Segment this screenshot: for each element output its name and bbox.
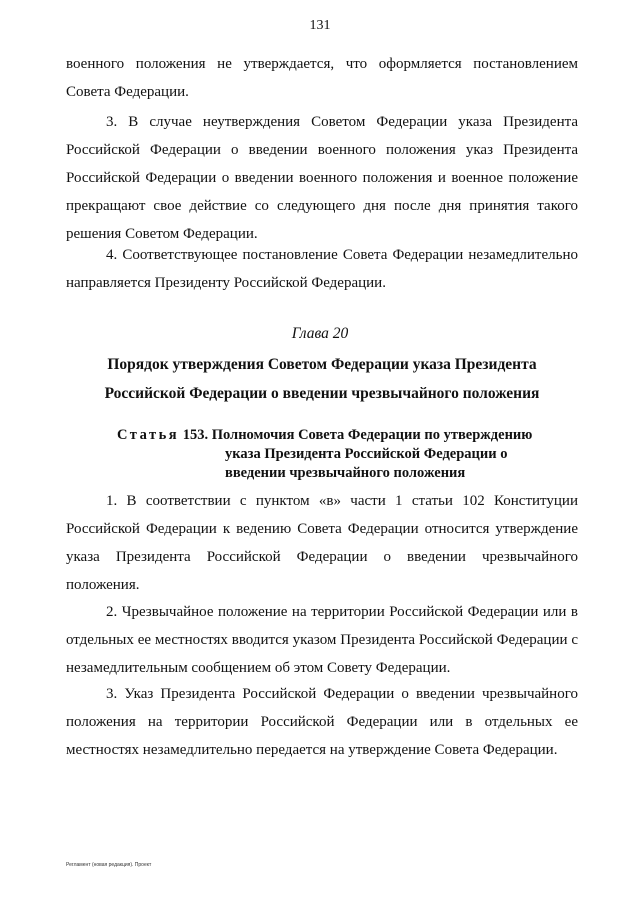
chapter-label: Глава 20 (291, 325, 349, 342)
article-heading-line-1 (117, 426, 587, 445)
article-heading (117, 426, 587, 483)
article-heading-line-2: указа Президента Российской Федерации о (225, 446, 508, 462)
paragraph-top-4: 4. Соответствующее постановление Совета Федерации незамедлительно направляется Президенту Российской Федерации. (66, 247, 578, 291)
chapter-title (66, 350, 578, 408)
article-heading-line-3: введении чрезвычайного положения (225, 465, 466, 481)
paragraph-bottom-2: 2. Чрезвычайное положение на территории Российской Федерации или в отдельных ее местностях вводится указом Президента Российской Федерации с незамедлительным сообщением об этом Совету Федерации. (66, 604, 578, 676)
page-number: 131 (309, 18, 331, 33)
intro-paragraph: военного положения не утверждается, что оформляется постановлением Совета Федерации. (66, 56, 578, 100)
chapter-title-line-1: Порядок утверждения Советом Федерации указа Президента (107, 356, 537, 373)
chapter-title-line-2: Российской Федерации о введении чрезвычайного положения (104, 385, 540, 402)
paragraph-top-3: 3. В случае неутверждения Советом Федерации указа Президента Российской Федерации о введении военного положения указ Президента Российской Федерации о введении военного положения и военное положение прекращают свое действие со следующего дня после дня принятия такого решения Советом Федерации. (66, 114, 578, 242)
footer-note: Регламент (новая редакция). Проект (66, 862, 152, 868)
paragraph-bottom-3: 3. Указ Президента Российской Федерации о введении чрезвычайного положения на территории Российской Федерации или в отдельных ее местностях незамедлительно передается на утверждение Совета Федерации. (66, 686, 578, 758)
paragraph-bottom-1: 1. В соответствии с пунктом «в» части 1 статьи 102 Конституции Российской Федерации к ведению Совета Федерации относится утверждение указа Президента Российской Федерации о введении чрезвычайного положения. (66, 493, 578, 593)
article-number-title: 153. Полномочия Совета Федерации по утверждению (182, 427, 533, 443)
article-prefix: Статья (117, 427, 180, 443)
